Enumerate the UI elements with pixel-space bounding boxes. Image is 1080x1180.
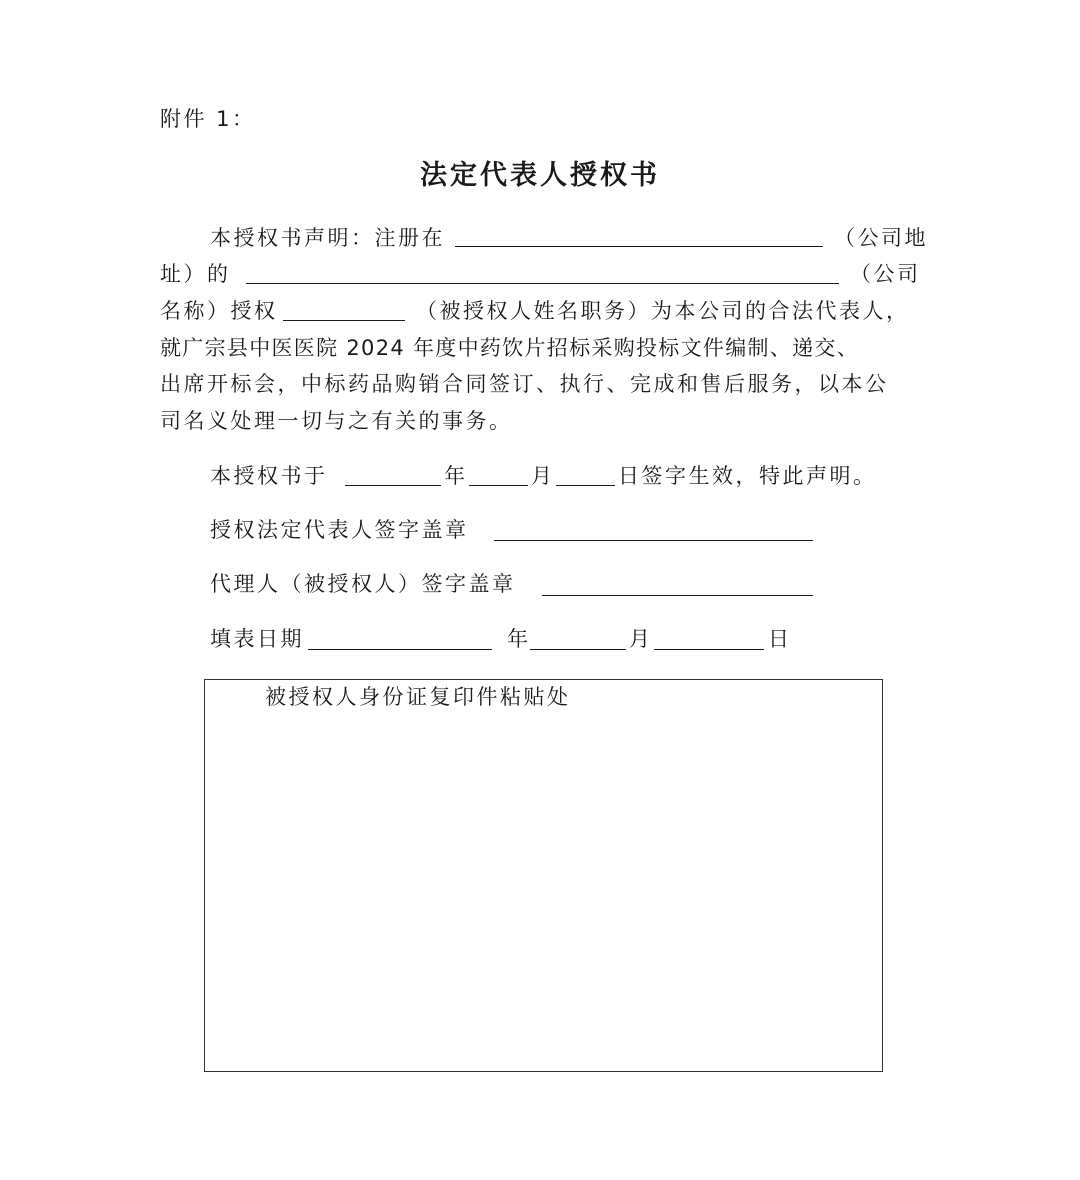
fill-date-day-label: 日 bbox=[768, 627, 792, 651]
paragraph-line-6: 司名义处理一切与之有关的事务。 bbox=[160, 409, 513, 433]
fill-date-label: 填表日期 bbox=[210, 627, 304, 651]
effective-prefix: 本授权书于 bbox=[210, 464, 328, 488]
paragraph-line-3-suffix: （被授权人姓名职务）为本公司的合法代表人， bbox=[416, 299, 910, 323]
paragraph-line-3-text: 名称）授权 bbox=[160, 299, 278, 323]
legal-rep-sign-label: 授权法定代表人签字盖章 bbox=[210, 518, 469, 542]
agent-sign-label: 代理人（被授权人）签字盖章 bbox=[210, 572, 516, 596]
paragraph-line-5: 出席开标会，中标药品购销合同签订、执行、完成和售后服务，以本公 bbox=[160, 372, 889, 396]
id-copy-paste-label: 被授权人身份证复印件粘贴处 bbox=[265, 685, 571, 709]
paragraph-line-2-suffix: （公司 bbox=[850, 262, 921, 286]
effective-day-blank[interactable] bbox=[556, 485, 615, 486]
paragraph-line-1-suffix: （公司地 bbox=[834, 226, 928, 250]
company-name-blank[interactable] bbox=[246, 283, 839, 284]
effective-day-suffix: 日签字生效，特此声明。 bbox=[618, 464, 877, 488]
id-copy-paste-box bbox=[204, 679, 883, 1072]
fill-date-month-blank[interactable] bbox=[530, 649, 626, 650]
attachment-label: 附件 1： bbox=[160, 107, 256, 131]
fill-date-year-blank[interactable] bbox=[308, 649, 492, 650]
paragraph-line-2-text: 址）的 bbox=[160, 262, 231, 286]
effective-year-label: 年 bbox=[444, 464, 468, 488]
agent-sign-blank[interactable] bbox=[542, 595, 813, 596]
effective-month-blank[interactable] bbox=[469, 485, 528, 486]
effective-year-blank[interactable] bbox=[345, 485, 441, 486]
fill-date-day-blank[interactable] bbox=[654, 649, 764, 650]
paragraph-line-1-text: 本授权书声明：注册在 bbox=[210, 226, 445, 250]
fill-date-month-label: 月 bbox=[629, 627, 653, 651]
fill-date-year-label: 年 bbox=[507, 627, 531, 651]
document-title: 法定代表人授权书 bbox=[420, 160, 660, 191]
paragraph-line-4: 就广宗县中医医院 2024 年度中药饮片招标采购投标文件编制、递交、 bbox=[160, 336, 859, 360]
legal-rep-sign-blank[interactable] bbox=[494, 540, 813, 541]
authorized-person-blank[interactable] bbox=[283, 320, 405, 321]
company-address-blank[interactable] bbox=[455, 246, 823, 247]
effective-month-label: 月 bbox=[531, 464, 555, 488]
